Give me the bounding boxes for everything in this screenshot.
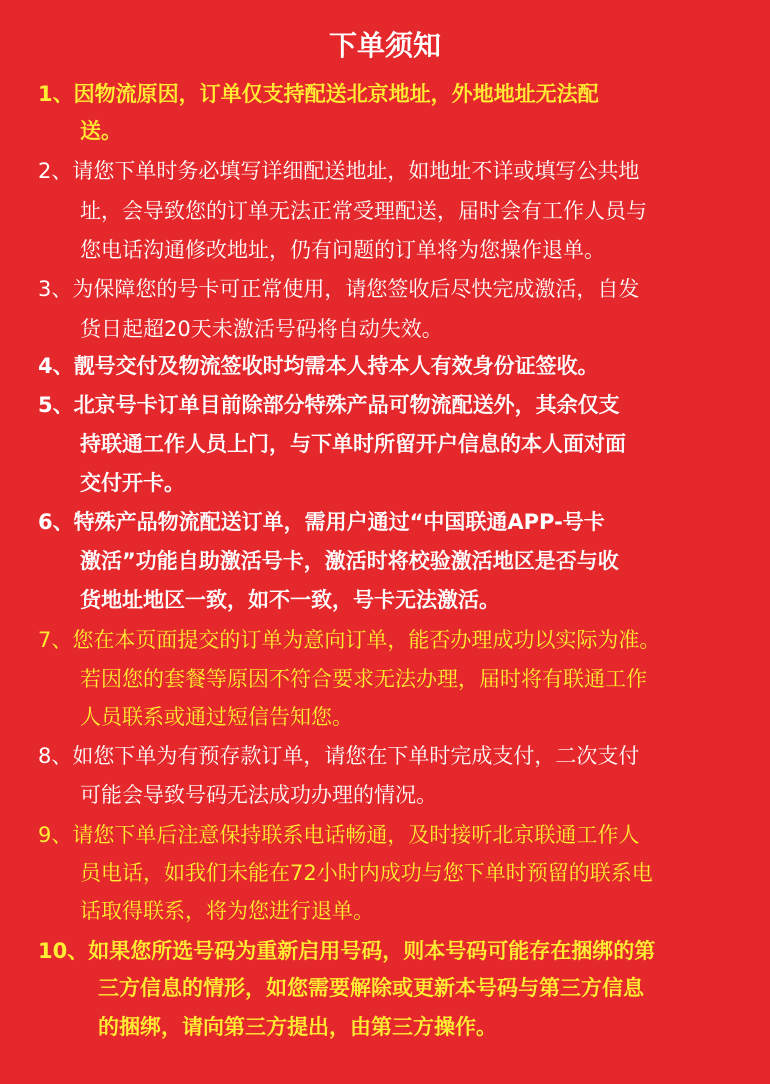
notice-item-9-line-3: 话取得联系，将为您进行退单。: [80, 899, 374, 923]
notice-item-4-line-1: 4、靓号交付及物流签收时均需本人持本人有效身份证签收。: [38, 354, 599, 378]
notice-item-10-line-3: 的捆绑，请向第三方提出，由第三方操作。: [98, 1015, 497, 1039]
notice-item-2-line-2: 址，会导致您的订单无法正常受理配送，届时会有工作人员与: [80, 199, 647, 223]
notice-item-5-line-3: 交付开卡。: [80, 471, 185, 495]
notice-item-2-line-1: 2、请您下单时务必填写详细配送地址，如地址不详或填写公共地: [38, 159, 640, 183]
notice-item-6-line-2: 激活”功能自助激活号卡，激活时将校验激活地区是否与收: [80, 549, 619, 573]
notice-item-9-line-1: 9、请您下单后注意保持联系电话畅通，及时接听北京联通工作人: [38, 823, 640, 847]
notice-item-7-line-2: 若因您的套餐等原因不符合要求无法办理，届时将有联通工作: [80, 667, 647, 691]
notice-item-8-line-1: 8、如您下单为有预存款订单，请您在下单时完成支付，二次支付: [38, 744, 640, 768]
notice-item-7-line-1: 7、您在本页面提交的订单为意向订单，能否办理成功以实际为准。: [38, 628, 661, 652]
notice-item-9-line-2: 员电话，如我们未能在72小时内成功与您下单时预留的联系电: [80, 861, 653, 885]
notice-item-10-line-2: 三方信息的情形，如您需要解除或更新本号码与第三方信息: [98, 976, 644, 1000]
notice-item-8-line-2: 可能会导致号码无法成功办理的情况。: [80, 783, 437, 807]
notice-item-1-line-1: 1、因物流原因，订单仅支持配送北京地址，外地地址无法配: [38, 82, 599, 106]
notice-item-2-line-3: 您电话沟通修改地址，仍有问题的订单将为您操作退单。: [80, 238, 605, 262]
notice-item-6-line-1: 6、特殊产品物流配送订单，需用户通过“中国联通APP-号卡: [38, 510, 605, 534]
notice-item-1-line-2: 送。: [80, 119, 122, 143]
notice-item-10-line-1: 10、如果您所选号码为重新启用号码，则本号码可能存在捆绑的第: [38, 939, 656, 963]
notice-item-5-line-1: 5、北京号卡订单目前除部分特殊产品可物流配送外，其余仅支: [38, 393, 620, 417]
notice-item-6-line-3: 货地址地区一致，如不一致，号卡无法激活。: [80, 588, 500, 612]
notice-item-5-line-2: 持联通工作人员上门，与下单时所留开户信息的本人面对面: [80, 432, 626, 456]
notice-item-3-line-2: 货日起超20天未激活号码将自动失效。: [80, 317, 443, 341]
page-title: 下单须知: [328, 29, 441, 62]
notice-item-3-line-1: 3、为保障您的号卡可正常使用，请您签收后尽快完成激活，自发: [38, 277, 640, 301]
notice-item-7-line-3: 人员联系或通过短信告知您。: [80, 705, 353, 729]
